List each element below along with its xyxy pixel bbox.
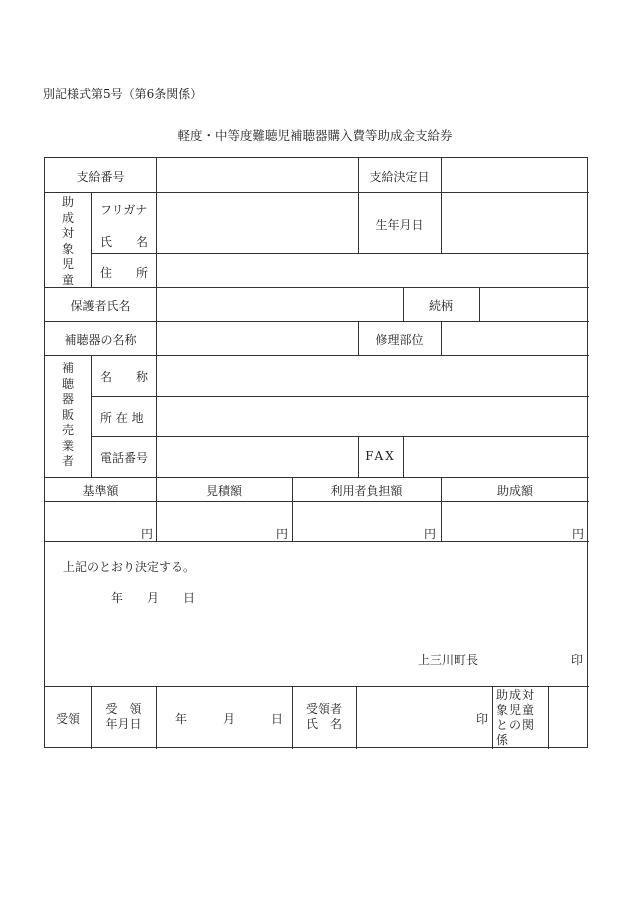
receiver-label (292, 702, 356, 732)
child-name-field[interactable] (157, 193, 357, 252)
base-amount-field[interactable] (46, 502, 155, 540)
receiver-label-line1: 受領者 (306, 702, 343, 716)
receipt-label: 受領 (55, 712, 80, 726)
subsidy-amount-label: 助成額 (496, 484, 533, 498)
device-name-label: 補聴器の名称 (64, 333, 137, 347)
user-burden-field[interactable] (293, 502, 440, 540)
base-amount-yen: 円 (141, 527, 154, 541)
guardian-name-label: 保護者氏名 (70, 299, 131, 313)
decision-date: 年 月 日 (111, 591, 196, 605)
estimate-amount-yen: 円 (276, 527, 289, 541)
receipt-date-label-line2: 年月日 (105, 717, 142, 731)
payment-decision-date-label: 支給決定日 (369, 170, 430, 184)
estimate-amount-label: 見積額 (205, 484, 242, 498)
form-number-label: 別記様式第5号（第6条関係） (43, 87, 203, 101)
relation-to-child-label: 助成対象児童との関係 (496, 688, 536, 747)
seller-location-label: 所 在 地 (100, 411, 144, 425)
base-amount-label: 基準額 (82, 484, 119, 498)
birth-date-label: 生年月日 (375, 218, 424, 232)
estimate-amount-field[interactable] (157, 502, 291, 540)
target-child-label: 助成対象児童 (61, 195, 74, 287)
seller-name-field[interactable] (157, 356, 588, 395)
receipt-date-label (91, 702, 156, 732)
seller-phone-label: 電話番号 (100, 451, 149, 465)
seller-name-label: 名 称 (100, 370, 149, 384)
payment-decision-date-field[interactable] (442, 159, 588, 191)
furigana-label: フリガナ (100, 203, 148, 217)
relationship-label: 続柄 (428, 299, 453, 313)
receiver-label-line2: 氏 名 (306, 717, 343, 731)
mayor-label: 上三川町長 (418, 653, 479, 667)
seller-fax-field[interactable] (404, 437, 588, 476)
child-name-label: 氏 名 (100, 235, 149, 249)
seller-label: 補聴器販売業者 (61, 361, 74, 468)
repair-part-field[interactable] (442, 322, 588, 354)
receipt-date-label-line1: 受 領 (105, 702, 142, 716)
payment-number-label: 支給番号 (76, 170, 125, 184)
receipt-date-value[interactable]: 年 月 日 (175, 712, 284, 726)
seller-phone-field[interactable] (157, 437, 357, 476)
document-title: 軽度・中等度難聴児補聴器購入費等助成金支給券 (177, 128, 453, 143)
user-burden-yen: 円 (424, 527, 437, 541)
relationship-field[interactable] (480, 288, 588, 320)
voucher-form-table (44, 157, 588, 748)
guardian-name-field[interactable] (157, 288, 402, 320)
birth-date-field[interactable] (442, 193, 588, 252)
receiver-seal: 印 (476, 712, 489, 726)
user-burden-label: 利用者負担額 (330, 484, 403, 498)
address-field[interactable] (157, 254, 588, 286)
receiver-name-field[interactable] (357, 687, 491, 748)
relation-to-child-field[interactable] (549, 687, 588, 748)
address-label: 住 所 (100, 266, 149, 280)
subsidy-amount-yen: 円 (572, 527, 585, 541)
subsidy-amount-field[interactable] (442, 502, 588, 540)
seller-location-field[interactable] (157, 397, 588, 435)
repair-part-label: 修理部位 (375, 333, 424, 347)
payment-number-field[interactable] (157, 159, 357, 191)
mayor-seal: 印 (571, 653, 584, 667)
device-name-field[interactable] (157, 322, 357, 354)
decision-text: 上記のとおり決定する。 (63, 560, 196, 574)
seller-fax-label: FAX (365, 449, 396, 463)
